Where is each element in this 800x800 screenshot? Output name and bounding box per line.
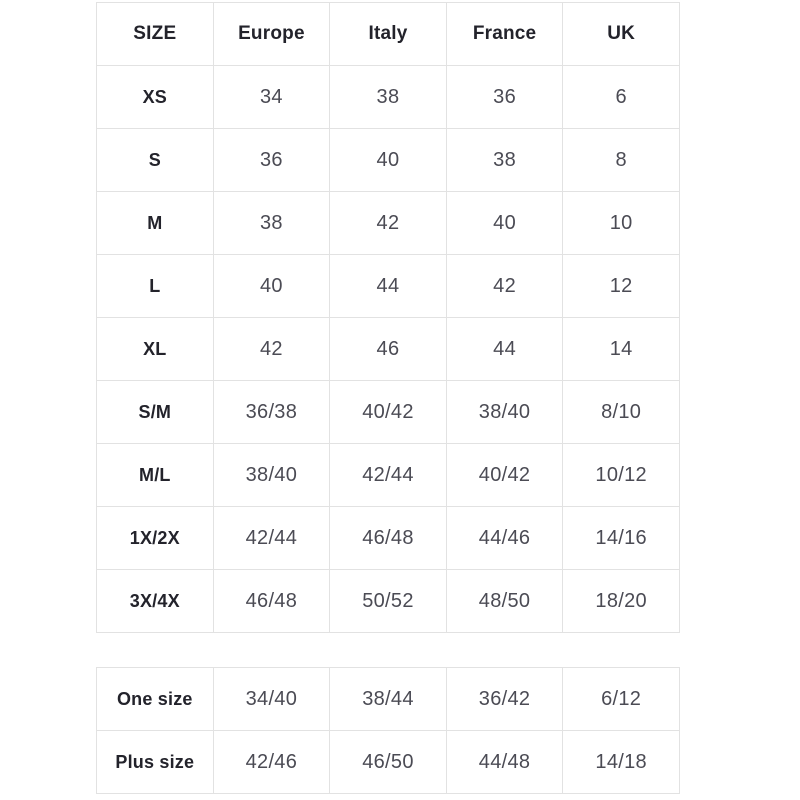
special-sizes-table-body [97, 668, 680, 794]
table-row-1x-2x [97, 507, 680, 570]
cell-value: 36 [446, 66, 563, 129]
row-label: S [97, 129, 214, 192]
cell-value: 40/42 [330, 381, 447, 444]
cell-value: 10 [563, 192, 680, 255]
size-chart-page [96, 2, 680, 794]
cell-value: 40 [330, 129, 447, 192]
size-table-head [97, 3, 680, 66]
cell-value: 38/40 [446, 381, 563, 444]
cell-value: 12 [563, 255, 680, 318]
cell-value: 8/10 [563, 381, 680, 444]
cell-value: 44/46 [446, 507, 563, 570]
cell-value: 40/42 [446, 444, 563, 507]
cell-value: 14/16 [563, 507, 680, 570]
cell-value: 44/48 [446, 731, 563, 794]
table-row-3x-4x [97, 570, 680, 633]
cell-value: 46/48 [330, 507, 447, 570]
column-header-size: SIZE [97, 3, 214, 66]
cell-value: 42 [446, 255, 563, 318]
cell-value: 38 [446, 129, 563, 192]
row-label: Plus size [97, 731, 214, 794]
row-label: 1X/2X [97, 507, 214, 570]
cell-value: 8 [563, 129, 680, 192]
row-label: XL [97, 318, 214, 381]
size-conversion-table [96, 2, 680, 633]
cell-value: 34/40 [213, 668, 330, 731]
table-row-s [97, 129, 680, 192]
row-label: M [97, 192, 214, 255]
cell-value: 42/44 [330, 444, 447, 507]
cell-value: 42/44 [213, 507, 330, 570]
cell-value: 42 [330, 192, 447, 255]
cell-value: 44 [330, 255, 447, 318]
row-label: One size [97, 668, 214, 731]
column-header-france: France [446, 3, 563, 66]
cell-value: 38 [213, 192, 330, 255]
cell-value: 42 [213, 318, 330, 381]
table-row-m [97, 192, 680, 255]
cell-value: 38/44 [330, 668, 447, 731]
cell-value: 36 [213, 129, 330, 192]
row-label: XS [97, 66, 214, 129]
cell-value: 38/40 [213, 444, 330, 507]
cell-value: 10/12 [563, 444, 680, 507]
table-row-xl [97, 318, 680, 381]
row-label: M/L [97, 444, 214, 507]
cell-value: 34 [213, 66, 330, 129]
table-row-one-size [97, 668, 680, 731]
row-label: 3X/4X [97, 570, 214, 633]
special-sizes-table [96, 667, 680, 794]
table-row-l [97, 255, 680, 318]
cell-value: 44 [446, 318, 563, 381]
cell-value: 18/20 [563, 570, 680, 633]
row-label: L [97, 255, 214, 318]
table-row-plus-size [97, 731, 680, 794]
cell-value: 6 [563, 66, 680, 129]
cell-value: 42/46 [213, 731, 330, 794]
cell-value: 6/12 [563, 668, 680, 731]
table-row-m-l [97, 444, 680, 507]
cell-value: 46/48 [213, 570, 330, 633]
table-row-s-m [97, 381, 680, 444]
cell-value: 46 [330, 318, 447, 381]
size-table-body [97, 66, 680, 633]
cell-value: 48/50 [446, 570, 563, 633]
cell-value: 40 [213, 255, 330, 318]
cell-value: 14/18 [563, 731, 680, 794]
column-header-europe: Europe [213, 3, 330, 66]
column-header-italy: Italy [330, 3, 447, 66]
cell-value: 36/42 [446, 668, 563, 731]
cell-value: 36/38 [213, 381, 330, 444]
row-label: S/M [97, 381, 214, 444]
cell-value: 38 [330, 66, 447, 129]
header-row [97, 3, 680, 66]
cell-value: 40 [446, 192, 563, 255]
column-header-uk: UK [563, 3, 680, 66]
cell-value: 46/50 [330, 731, 447, 794]
cell-value: 14 [563, 318, 680, 381]
table-row-xs [97, 66, 680, 129]
cell-value: 50/52 [330, 570, 447, 633]
